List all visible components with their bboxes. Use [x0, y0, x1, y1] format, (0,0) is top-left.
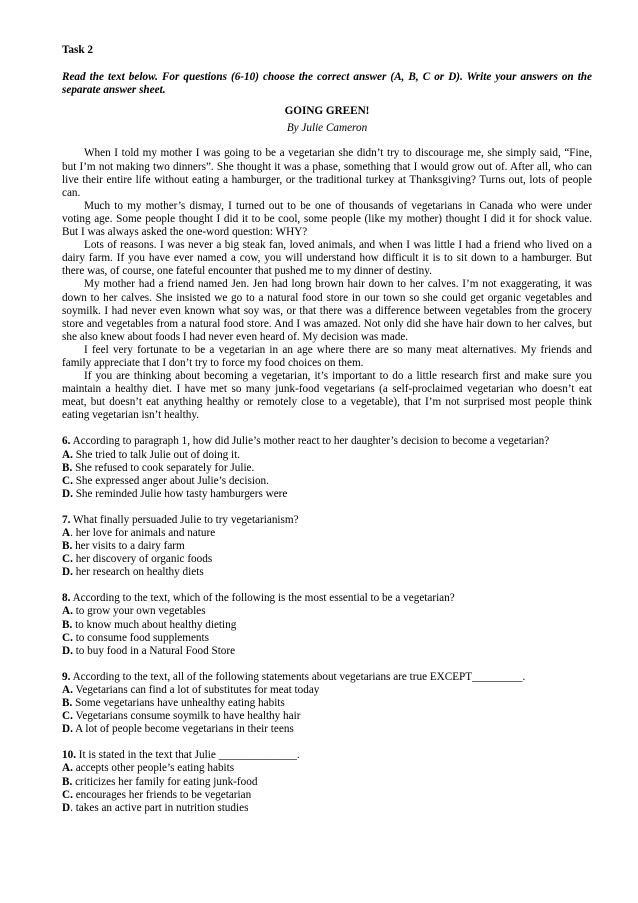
question-8: [62, 592, 592, 657]
question-stem: [62, 435, 592, 448]
option-text: her visits to a dairy farm: [75, 540, 185, 553]
option-text: She refused to cook separately for Julie.: [75, 461, 255, 474]
option-letter: C.: [62, 631, 73, 644]
question-number: 9.: [62, 670, 71, 683]
option-text: criticizes her family for eating junk-food: [75, 775, 258, 788]
article-byline: By Julie Cameron: [286, 122, 368, 135]
article-body: [62, 147, 592, 422]
option-letter: A.: [62, 762, 73, 775]
article-title: GOING GREEN!: [284, 105, 370, 118]
option-text: Vegetarians consume soymilk to have healthy hair: [75, 710, 301, 723]
option-text: Some vegetarians have unhealthy eating habits: [75, 697, 285, 710]
option-letter: B.: [62, 618, 73, 631]
answer-option: [62, 475, 592, 488]
option-text: encourages her friends to be vegetarian: [75, 788, 252, 801]
option-letter: D.: [62, 723, 73, 736]
option-text: A lot of people become vegetarians in their teens: [75, 723, 294, 736]
answer-option: [62, 449, 592, 462]
answer-option: [62, 802, 592, 815]
answer-option: [62, 723, 592, 736]
question-text: According to paragraph 1, how did Julie’s mother react to her daughter’s decision to become a vegetarian?: [72, 435, 550, 448]
option-letter: A.: [62, 683, 73, 696]
question-stem: [62, 749, 592, 762]
option-text: She reminded Julie how tasty hamburgers were: [75, 487, 288, 500]
answer-option: [62, 684, 592, 697]
option-letter: A.: [62, 605, 73, 618]
option-text: to buy food in a Natural Food Store: [75, 644, 236, 657]
question-10: [62, 749, 592, 814]
paragraph: If you are thinking about becoming a vegetarian, it’s important to do a little research first and make sure you maintain a healthy diet. I have met so many junk-food vegetarians (a self-proclaimed vegetarian who doesn’t eat meat, but doesn’t eat anything healthy or remotely close to a vegetable), that I’m not surprised most people think eating vegetarian isn’t healthy.: [62, 370, 592, 422]
option-text: her research on healthy diets: [75, 566, 204, 579]
option-letter: B.: [62, 461, 73, 474]
answer-option: [62, 789, 592, 802]
question-6: [62, 435, 592, 500]
answer-option: [62, 762, 592, 775]
answer-option: [62, 710, 592, 723]
answer-option: [62, 540, 592, 553]
answer-option: [62, 776, 592, 789]
option-text: She expressed anger about Julie’s decision.: [75, 474, 269, 487]
option-text: . her love for animals and nature: [70, 527, 216, 539]
option-text: She tried to talk Julie out of doing it.: [75, 448, 241, 461]
option-letter: A.: [62, 448, 73, 461]
question-9: [62, 671, 592, 736]
option-text: to grow your own vegetables: [75, 605, 206, 618]
instructions: Read the text below. For questions (6-10) choose the correct answer (A, B, C or D). Write your answers on the separate answer sheet.: [62, 71, 592, 97]
option-text: to know much about healthy dieting: [75, 618, 237, 631]
question-stem: [62, 514, 592, 527]
option-letter: B.: [62, 540, 73, 553]
answer-option: [62, 488, 592, 501]
option-letter: C.: [62, 474, 73, 487]
answer-option: [62, 566, 592, 579]
question-stem: [62, 592, 592, 605]
question-number: 10.: [62, 749, 76, 762]
task-label: Task 2: [62, 44, 93, 56]
answer-option: [62, 462, 592, 475]
option-letter: B.: [62, 775, 73, 788]
option-text: . takes an active part in nutrition studies: [70, 801, 249, 814]
option-letter: C.: [62, 710, 73, 723]
question-text: According to the text, all of the following statements about vegetarians are true EXCEPT_________.: [72, 670, 526, 683]
answer-option: [62, 645, 592, 658]
paragraph: Much to my mother’s dismay, I turned out to be one of thousands of vegetarians in Canada who were under voting age. Some people thought I did it to be cool, some people (like my mother) thought I did it for shock value. But I was always asked the one-word question: WHY?: [62, 199, 592, 239]
option-text: Vegetarians can find a lot of substitutes for meat today: [75, 683, 320, 696]
question-text: What finally persuaded Julie to try vegetarianism?: [73, 513, 299, 526]
paragraph: I feel very fortunate to be a vegetarian in an age where there are so many meat alternatives. My friends and family appreciate that I don’t try to force my food choices on them.: [62, 343, 592, 369]
option-letter: C.: [62, 553, 73, 566]
option-text: her discovery of organic foods: [75, 553, 213, 566]
paragraph: Lots of reasons. I was never a big steak fan, loved animals, and when I was little I had a friend who lived on a dairy farm. If you have ever named a cow, you will understand how difficult it is to sit down to a hamburger. But there was, of course, one fateful encounter that pushed me to my dinner of destiny.: [62, 239, 592, 278]
option-letter: D.: [62, 644, 73, 657]
option-letter: C.: [62, 788, 73, 801]
paragraph: My mother had a friend named Jen. Jen had long brown hair down to her calves. I’m not exaggerating, it was down to her calves. She insisted we go to a natural food store in our town so she could get organic vegetables and soymilk. I had never even known what soy was, or that there was a difference between vegetables from the grocery store and vegetables from a natural food store. And I was amazed. Not only did she have hair down to her calves, but she also knew about foods I had never even heard of. My decision was made.: [62, 278, 592, 343]
answer-option: [62, 527, 592, 540]
answer-option: [62, 605, 592, 618]
option-letter: D.: [62, 566, 73, 579]
option-text: accepts other people’s eating habits: [75, 762, 235, 775]
paragraph: When I told my mother I was going to be a vegetarian she didn’t try to discourage me, she simply said, “Fine, but I’m not making two dinners”. She thought it was a phase, something that I would grow out of. After all, who can live their entire life without eating a hamburger, or the traditional turkey at Thanksgiving? Turns out, lots of people can.: [62, 147, 592, 199]
question-text: It is stated in the text that Julie ______________.: [78, 749, 300, 762]
option-letter: A: [62, 527, 71, 539]
answer-option: [62, 619, 592, 632]
answer-option: [62, 553, 592, 566]
question-number: 6.: [62, 435, 71, 448]
question-number: 8.: [62, 592, 71, 605]
question-text: According to the text, which of the following is the most essential to be a vegetarian?: [72, 592, 455, 605]
question-stem: [62, 671, 592, 684]
question-7: [62, 514, 592, 579]
question-number: 7.: [62, 513, 71, 526]
option-letter: D.: [62, 487, 73, 500]
answer-option: [62, 697, 592, 710]
option-letter: B.: [62, 697, 73, 710]
option-text: to consume food supplements: [75, 631, 209, 644]
option-letter: D: [62, 801, 71, 814]
answer-option: [62, 632, 592, 645]
